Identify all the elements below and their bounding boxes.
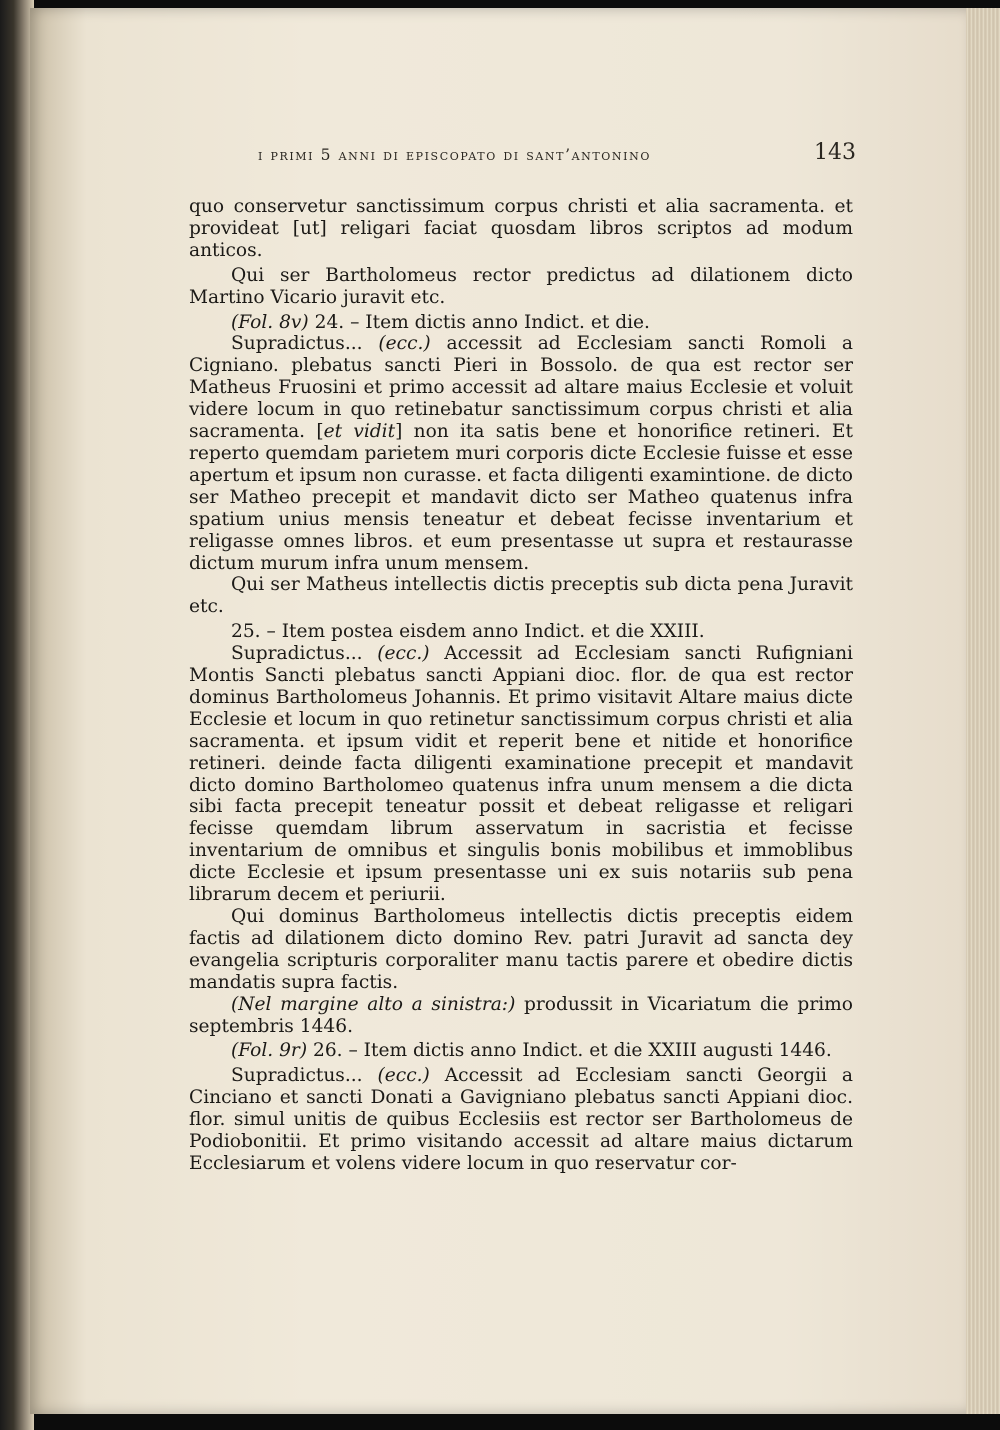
body-text bbox=[189, 196, 853, 1175]
paragraph: Qui dominus Bartholomeus intellectis dictis preceptis eidem factis ad dilationem dicto domino Rev. patri Juravit ad sancta dey evangelia scripturis corporaliter manu tactis parere et obedire dictis mandatis supra factis. bbox=[189, 906, 853, 993]
editorial-insertion: et vidit bbox=[323, 421, 396, 443]
folio-reference: (Fol. 8v) bbox=[231, 311, 309, 333]
paragraph: Supradictus... (ecc.) Accessit ad Ecclesiam sancti Georgii a Cinciano et sancti Donati a Gavigniano plebatus sancti Appiani dioc. flor. simul unitis de quibus Ecclesiis est rector ser Bartholomeus de Podiobonitii. Et primo visitando accessit ad altare maius dictarum Ecclesiarum et volens videre locum in quo reservatur cor- bbox=[189, 1065, 854, 1174]
paragraph: (Fol. 9r) 26. – Item dictis anno Indict. et die XXIII augusti 1446. bbox=[231, 1040, 832, 1062]
margin-note: (Nel margine alto a sinistra:) bbox=[231, 993, 516, 1015]
paragraph: 25. – Item postea eisdem anno Indict. et die XXIII. bbox=[231, 621, 705, 643]
ecc-marker: (ecc.) bbox=[377, 643, 430, 665]
paragraph: (Fol. 8v) 24. – Item dictis anno Indict. et die. bbox=[231, 311, 650, 333]
folio-reference: (Fol. 9r) bbox=[231, 1040, 308, 1062]
ecc-marker: (ecc.) bbox=[378, 333, 431, 355]
page-edges bbox=[966, 8, 1000, 1414]
ecc-marker: (ecc.) bbox=[377, 1065, 430, 1087]
paragraph: Qui ser Bartholomeus rector predictus ad dilationem dicto Martino Vicario juravit etc. bbox=[189, 264, 853, 308]
paragraph: Supradictus... (ecc.) accessit ad Ecclesiam sancti Romoli a Cigniano. plebatus sancti Pieri in Bossolo. de qua est rector ser Matheus Fruosini et primo accessit ad altare maius Ecclesie et voluit videre locum in quo retinebatur sanctissimum corpus christi et alia sacramenta. [et vidit] non ita satis bene et honorifice retineri. Et reperto quemdam parietem muri corporis dicte Ecclesie fuisse et esse apertum et ipsum non curasse. et facta diligenti examintione. de dicto ser Matheo precepit et mandavit dicto ser Matheo quatenus infra spatium unius mensis teneatur et debeat fecisse inventarium et religasse omnes libros. et eum presentasse ut supra et restaurasse dictum murum infra unum mensem. bbox=[189, 333, 853, 574]
paragraph: Supradictus... (ecc.) Accessit ad Ecclesiam sancti Rufigniani Montis Sancti plebatus sancti Appiani dioc. flor. de qua est rector dominus Bartholomeus Johannis. Et primo visitavit Altare maius dicte Ecclesie et locum in quo retinetur sanctissimum corpus christi et alia sacramenta. et ipsum vidit et reperit bene et nitide et honorifice retineri. deinde facta diligenti examinatione precepit et mandavit dicto domino Bartholomeo quatenus infra unum mensem a die dicta sibi facta precepit teneatur possit et debeat religasse et religari fecisse quemdam librum asservatum in sacristia et fecisse inventarium de omnibus et singulis bonis mobilibus et immoblibus dicte Ecclesie et ipsum presentasse uni ex suis notariis sub pena librarum decem et periurii. bbox=[189, 643, 853, 906]
running-head: i primi 5 anni di episcopato di sant’antonino bbox=[258, 146, 651, 164]
paragraph: (Nel margine alto a sinistra:) produssit in Vicariatum die primo septembris 1446. bbox=[189, 993, 853, 1037]
paragraph: quo conservetur sanctissimum corpus christi et alia sacramenta. et provideat [ut] religari faciat quosdam libros scriptos ad modum anticos. bbox=[189, 196, 853, 261]
paragraph: Qui ser Matheus intellectis dictis preceptis sub dicta pena Juravit etc. bbox=[189, 574, 853, 618]
book-spine bbox=[0, 0, 34, 1430]
page-number: 143 bbox=[814, 140, 856, 165]
